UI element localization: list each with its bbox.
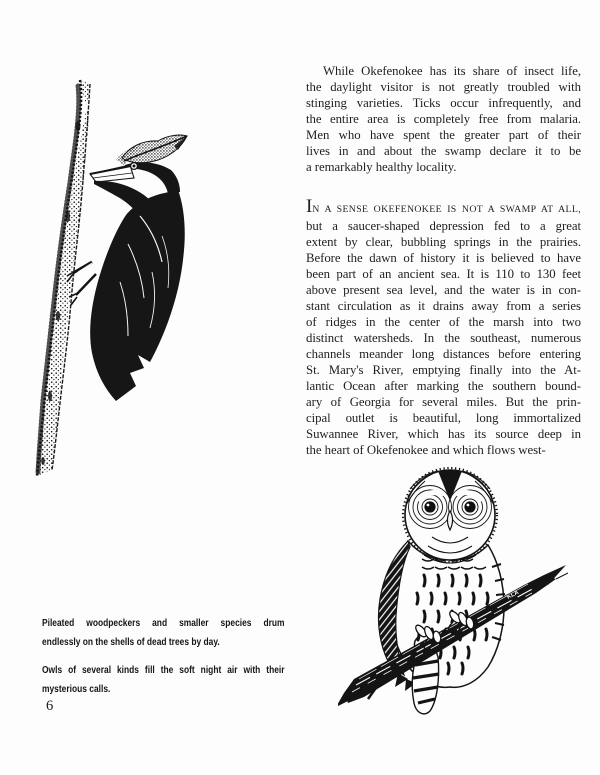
beak (447, 511, 452, 530)
text-line: lantic Ocean after marking the southern bound- (306, 379, 581, 393)
text-line: lives in and about the swamp declare it to be (306, 144, 581, 158)
text-line: cipal outlet is beautiful, long immortalized (306, 411, 581, 425)
caption-block (42, 614, 285, 699)
text-line: St. Mary's River, emptying finally into the At- (306, 363, 581, 377)
paragraph-not-a-swamp (306, 196, 581, 458)
paragraph-body-lines (306, 218, 581, 458)
text-line: extent by clear, bubbling springs in the prairies. (306, 235, 581, 249)
text-line: Men who have spent the greater part of their (306, 128, 581, 142)
artist-signature: KLA (506, 589, 520, 601)
text-line: Pileated woodpeckers and smaller species drum (42, 618, 285, 629)
text-line: endlessly on the shells of dead trees by day. (42, 637, 220, 648)
page-number: 6 (46, 698, 54, 714)
text-line: distinct watersheds. In the southeast, numerous (306, 331, 581, 345)
owl-drawing (338, 468, 568, 714)
owl-left-eye (424, 501, 435, 512)
paragraph-insect-life (306, 63, 581, 175)
text-line: Owls of several kinds fill the soft night air with their (42, 665, 285, 676)
text-line: While Okefenokee has its share of insect life, (323, 64, 581, 78)
owl-right-eye (464, 501, 475, 512)
text-line: stinging varieties. Ticks occur infrequently, and (306, 96, 581, 110)
text-line: been part of an ancient sea. It is 110 to 130 feet (306, 267, 581, 281)
text-line: but a saucer-shaped depression fed to a great (306, 219, 581, 233)
caption-woodpecker (42, 614, 285, 652)
text-line: above present sea level, and the water is in con- (306, 283, 581, 297)
text-line: the daylight visitor is not greatly troubled with (306, 80, 581, 94)
caption-owl (42, 661, 285, 699)
text-line: Before the dawn of history it is believed to have (306, 251, 581, 265)
text-line: stant circulation as it drains away from a series (306, 299, 581, 313)
text-line: the heart of Okefenokee and which flows west- (306, 443, 546, 457)
drop-initial: I (306, 196, 313, 217)
small-caps-lead: N A SENSE OKEFENOKEE IS NOT A SWAMP AT ALL, (312, 204, 581, 215)
woodpecker-illustration (28, 66, 198, 484)
text-line: ary of Georgia for several miles. But the prin- (306, 395, 581, 409)
text-line: Suwannee River, which has its source deep in (306, 427, 581, 441)
small-caps-opening-line (306, 196, 581, 218)
text-line: of ridges in the center of the marsh into two (306, 315, 581, 329)
owl-illustration (338, 463, 570, 725)
woodpecker-drawing (67, 135, 187, 401)
text-line: a remarkably healthy locality. (306, 160, 457, 174)
text-line: mysterious calls. (42, 684, 111, 695)
tree-trunk-drawing (37, 80, 90, 476)
text-line: channels meander long distances before entering (306, 347, 581, 361)
text-line: the entire area is completely free from malaria. (306, 112, 581, 126)
main-text-block (306, 63, 581, 458)
